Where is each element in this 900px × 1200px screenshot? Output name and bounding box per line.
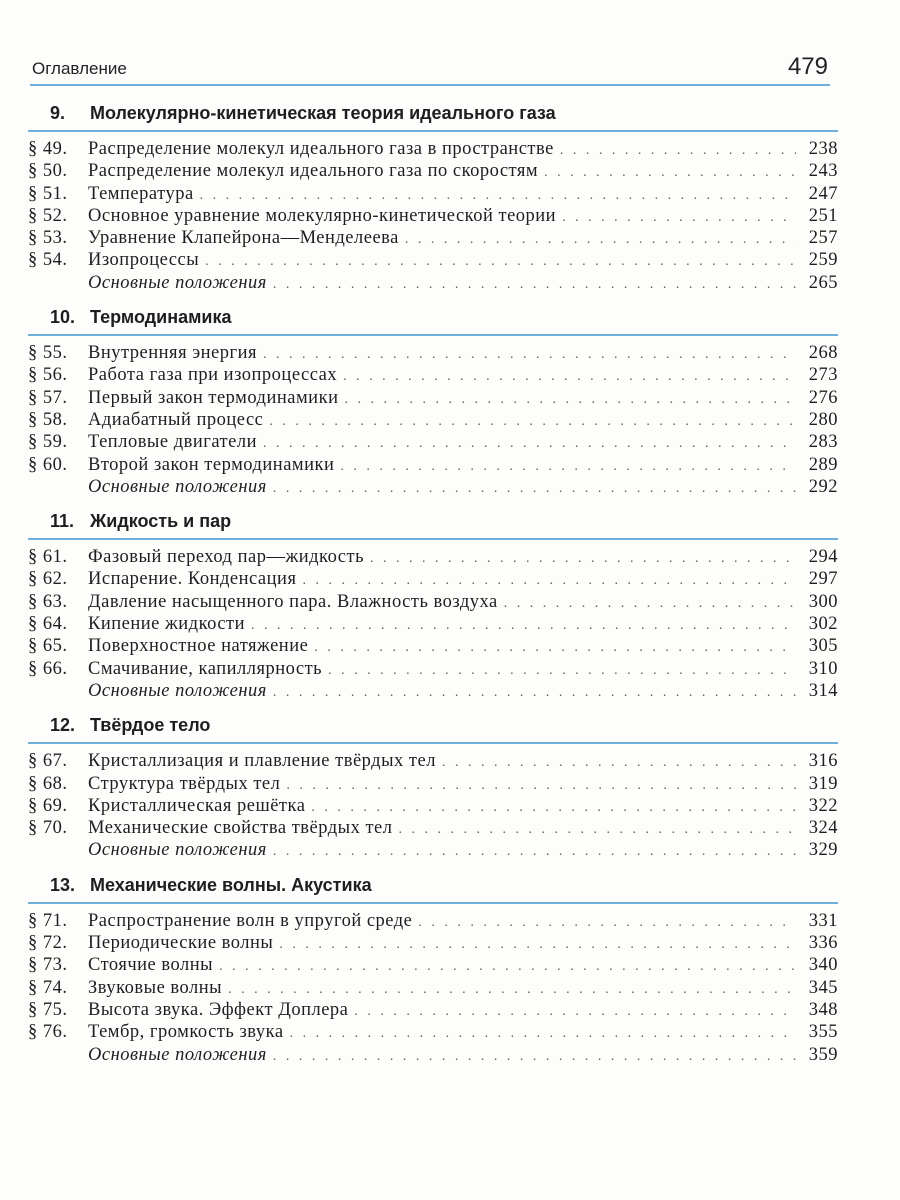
toc-entry[interactable] — [28, 454, 838, 476]
dot-leader — [228, 979, 796, 1001]
toc-summary-entry[interactable] — [28, 839, 838, 861]
section-number: § 52. — [28, 205, 68, 226]
entry-page-number: 340 — [808, 955, 838, 976]
section-number: § 58. — [28, 409, 68, 430]
dot-leader — [273, 478, 796, 500]
chapter-title: Молекулярно-кинетическая теория идеального газа — [90, 103, 556, 123]
toc-entry[interactable] — [28, 795, 838, 817]
dot-leader — [418, 912, 796, 934]
chapter-heading[interactable] — [28, 872, 838, 904]
dot-leader — [263, 433, 796, 455]
toc-entry[interactable] — [28, 183, 838, 205]
entry-title: Основные положения — [88, 272, 267, 293]
page-number: 479 — [787, 53, 828, 80]
dot-leader — [504, 593, 796, 615]
toc-summary-entry[interactable] — [28, 680, 838, 702]
dot-leader — [273, 274, 796, 296]
entry-title: Испарение. Конденсация — [88, 569, 297, 590]
section-number: § 66. — [28, 658, 68, 679]
chapter-number: 10. — [50, 307, 76, 328]
entry-page-number: 238 — [808, 139, 838, 159]
entry-page-number: 310 — [808, 658, 838, 679]
chapter-title: Твёрдое тело — [90, 715, 211, 736]
dot-leader — [273, 682, 796, 704]
entry-page-number: 300 — [808, 591, 838, 612]
entry-title: Кипение жидкости — [88, 614, 246, 635]
chapter-title: Жидкость и пар — [90, 511, 232, 532]
entry-title: Механические свойства твёрдых тел — [88, 818, 393, 839]
chapter-heading[interactable] — [28, 712, 838, 744]
toc-summary-entry[interactable] — [28, 272, 838, 294]
section-number: § 76. — [28, 1022, 68, 1043]
entry-title: Первый закон термодинамики — [88, 387, 339, 408]
entry-page-number: 259 — [808, 250, 838, 271]
chapter-number: 11. — [50, 511, 75, 532]
page-header — [30, 50, 830, 86]
chapter-heading[interactable] — [28, 100, 838, 132]
toc-entry[interactable] — [28, 954, 838, 976]
toc-entry[interactable] — [28, 910, 838, 932]
section-number: § 56. — [28, 365, 68, 386]
entry-title: Тембр, громкость звука — [88, 1022, 284, 1043]
dot-leader — [340, 456, 796, 478]
entry-page-number: 297 — [808, 569, 838, 590]
toc-summary-entry[interactable] — [28, 476, 838, 498]
dot-leader — [263, 344, 796, 366]
entry-page-number: 283 — [808, 432, 838, 453]
dot-leader — [560, 140, 796, 162]
section-number: § 73. — [28, 955, 68, 976]
dot-leader — [273, 841, 796, 863]
toc-entry[interactable] — [28, 342, 838, 364]
dot-leader — [251, 615, 796, 637]
chapter-number: 13. — [50, 874, 76, 895]
chapter-heading[interactable] — [28, 304, 838, 336]
entry-page-number: 273 — [808, 365, 838, 386]
entry-title: Основные положения — [88, 476, 267, 497]
dot-leader — [405, 229, 796, 251]
entry-title: Тепловые двигатели — [88, 432, 257, 453]
entry-title: Стоячие волны — [88, 955, 214, 976]
entry-title: Основные положения — [88, 840, 267, 861]
toc-entry[interactable] — [28, 409, 838, 431]
entry-page-number: 355 — [808, 1022, 838, 1043]
dot-leader — [205, 251, 796, 273]
entry-page-number: 243 — [808, 161, 838, 182]
toc-entry[interactable] — [28, 249, 838, 271]
entry-title: Температура — [88, 183, 194, 204]
section-number: § 63. — [28, 591, 68, 612]
toc-entry[interactable] — [28, 364, 838, 386]
toc-entry[interactable] — [28, 227, 838, 249]
chapter-title: Термодинамика — [90, 307, 232, 328]
entry-title: Работа газа при изопроцессах — [88, 365, 338, 386]
entry-title: Адиабатный процесс — [88, 409, 264, 430]
toc-entry[interactable] — [28, 817, 838, 839]
entry-page-number: 359 — [808, 1044, 838, 1065]
toc-entry[interactable] — [28, 431, 838, 453]
chapter-number: 9. — [50, 103, 66, 123]
toc-entry[interactable] — [28, 932, 838, 954]
section-number: § 64. — [28, 614, 68, 635]
dot-leader — [398, 819, 796, 841]
section-number: § 68. — [28, 773, 68, 794]
section-number: § 61. — [28, 547, 68, 568]
entry-title: Распределение молекул идеального газа по скоростям — [88, 161, 539, 182]
entry-page-number: 257 — [808, 228, 838, 249]
dot-leader — [562, 207, 796, 229]
entry-title: Распространение волн в упругой среде — [88, 910, 413, 931]
toc-entry[interactable] — [28, 138, 838, 160]
section-number: § 55. — [28, 343, 68, 364]
dot-leader — [200, 185, 796, 207]
toc-entry[interactable] — [28, 568, 838, 590]
toc-entry[interactable] — [28, 613, 838, 635]
toc-entry[interactable] — [28, 591, 838, 613]
toc-entry[interactable] — [28, 750, 838, 772]
entry-page-number: 289 — [808, 454, 838, 475]
dot-leader — [354, 1001, 796, 1023]
entry-title: Основное уравнение молекулярно-кинетической теории — [88, 205, 557, 226]
section-number: § 69. — [28, 795, 68, 816]
section-number: § 49. — [28, 139, 68, 159]
entry-page-number: 322 — [808, 795, 838, 816]
section-number: § 62. — [28, 569, 68, 590]
entry-page-number: 280 — [808, 409, 838, 430]
section-number: § 50. — [28, 161, 68, 182]
dot-leader — [370, 548, 796, 570]
entry-page-number: 331 — [808, 910, 838, 931]
toc-summary-entry[interactable] — [28, 1044, 838, 1066]
entry-page-number: 345 — [808, 977, 838, 998]
entry-title: Второй закон термодинамики — [88, 454, 335, 475]
section-number: § 53. — [28, 228, 68, 249]
chapter-title: Механические волны. Акустика — [90, 874, 372, 895]
entry-title: Поверхностное натяжение — [88, 636, 309, 657]
entry-page-number: 292 — [808, 476, 838, 497]
dot-leader — [328, 660, 796, 682]
entry-title: Внутренняя энергия — [88, 343, 258, 364]
toc-entry[interactable] — [28, 160, 838, 182]
chapter — [28, 100, 838, 294]
section-number: § 57. — [28, 387, 68, 408]
toc-entry[interactable] — [28, 635, 838, 657]
dot-leader — [219, 956, 796, 978]
entry-title: Кристаллизация и плавление твёрдых тел — [88, 751, 436, 772]
dot-leader — [544, 162, 796, 184]
entry-title: Звуковые волны — [88, 977, 223, 998]
toc-entry[interactable] — [28, 658, 838, 680]
dot-leader — [273, 1046, 796, 1068]
chapter-heading[interactable] — [28, 508, 838, 540]
section-number: § 60. — [28, 454, 68, 475]
entry-title: Основные положения — [88, 1044, 267, 1065]
entry-title: Изопроцессы — [88, 250, 200, 271]
chapter — [28, 304, 838, 498]
entry-page-number: 247 — [808, 183, 838, 204]
toc-entry[interactable] — [28, 1021, 838, 1043]
section-number: § 54. — [28, 250, 68, 271]
dot-leader — [344, 389, 796, 411]
section-number: § 51. — [28, 183, 68, 204]
section-number: § 59. — [28, 432, 68, 453]
toc-entry[interactable] — [28, 773, 838, 795]
entry-title: Периодические волны — [88, 933, 274, 954]
dot-leader — [343, 366, 796, 388]
entry-page-number: 316 — [808, 751, 838, 772]
entry-page-number: 319 — [808, 773, 838, 794]
chapter-number: 12. — [50, 715, 76, 736]
dot-leader — [290, 1023, 796, 1045]
chapter — [28, 712, 838, 861]
dot-leader — [314, 637, 796, 659]
section-number: § 74. — [28, 977, 68, 998]
entry-page-number: 305 — [808, 636, 838, 657]
entry-page-number: 251 — [808, 205, 838, 226]
chapter — [28, 508, 838, 702]
entry-page-number: 276 — [808, 387, 838, 408]
entry-page-number: 265 — [808, 272, 838, 293]
entry-title: Основные положения — [88, 680, 267, 701]
dot-leader — [286, 775, 796, 797]
section-number: § 72. — [28, 933, 68, 954]
entry-title: Распределение молекул идеального газа в пространстве — [88, 139, 554, 159]
toc-entry[interactable] — [28, 977, 838, 999]
section-number: § 65. — [28, 636, 68, 657]
entry-title: Смачивание, капиллярность — [88, 658, 323, 679]
dot-leader — [442, 752, 796, 774]
section-number: § 75. — [28, 999, 68, 1020]
entry-title: Уравнение Клапейрона—Менделеева — [88, 228, 399, 249]
entry-title: Высота звука. Эффект Доплера — [88, 999, 349, 1020]
entry-page-number: 348 — [808, 999, 838, 1020]
toc-entry[interactable] — [28, 546, 838, 568]
dot-leader — [279, 934, 796, 956]
toc-entry[interactable] — [28, 999, 838, 1021]
page-header-title: Оглавление — [32, 59, 127, 78]
entry-title: Кристаллическая решётка — [88, 795, 306, 816]
entry-title: Фазовый переход пар—жидкость — [88, 547, 365, 568]
section-number: § 70. — [28, 818, 68, 839]
entry-page-number: 268 — [808, 343, 838, 364]
section-number: § 71. — [28, 910, 68, 931]
dot-leader — [311, 797, 796, 819]
dot-leader — [302, 570, 796, 592]
entry-title: Структура твёрдых тел — [88, 773, 281, 794]
toc-entry[interactable] — [28, 387, 838, 409]
toc-entry[interactable] — [28, 205, 838, 227]
table-of-contents — [28, 100, 838, 1076]
dot-leader — [269, 411, 796, 433]
section-number: § 67. — [28, 751, 68, 772]
entry-page-number: 336 — [808, 933, 838, 954]
entry-page-number: 324 — [808, 818, 838, 839]
entry-page-number: 302 — [808, 614, 838, 635]
chapter — [28, 872, 838, 1066]
entry-page-number: 329 — [808, 840, 838, 861]
entry-page-number: 294 — [808, 547, 838, 568]
entry-title: Давление насыщенного пара. Влажность воздуха — [88, 591, 498, 612]
entry-page-number: 314 — [808, 680, 838, 701]
